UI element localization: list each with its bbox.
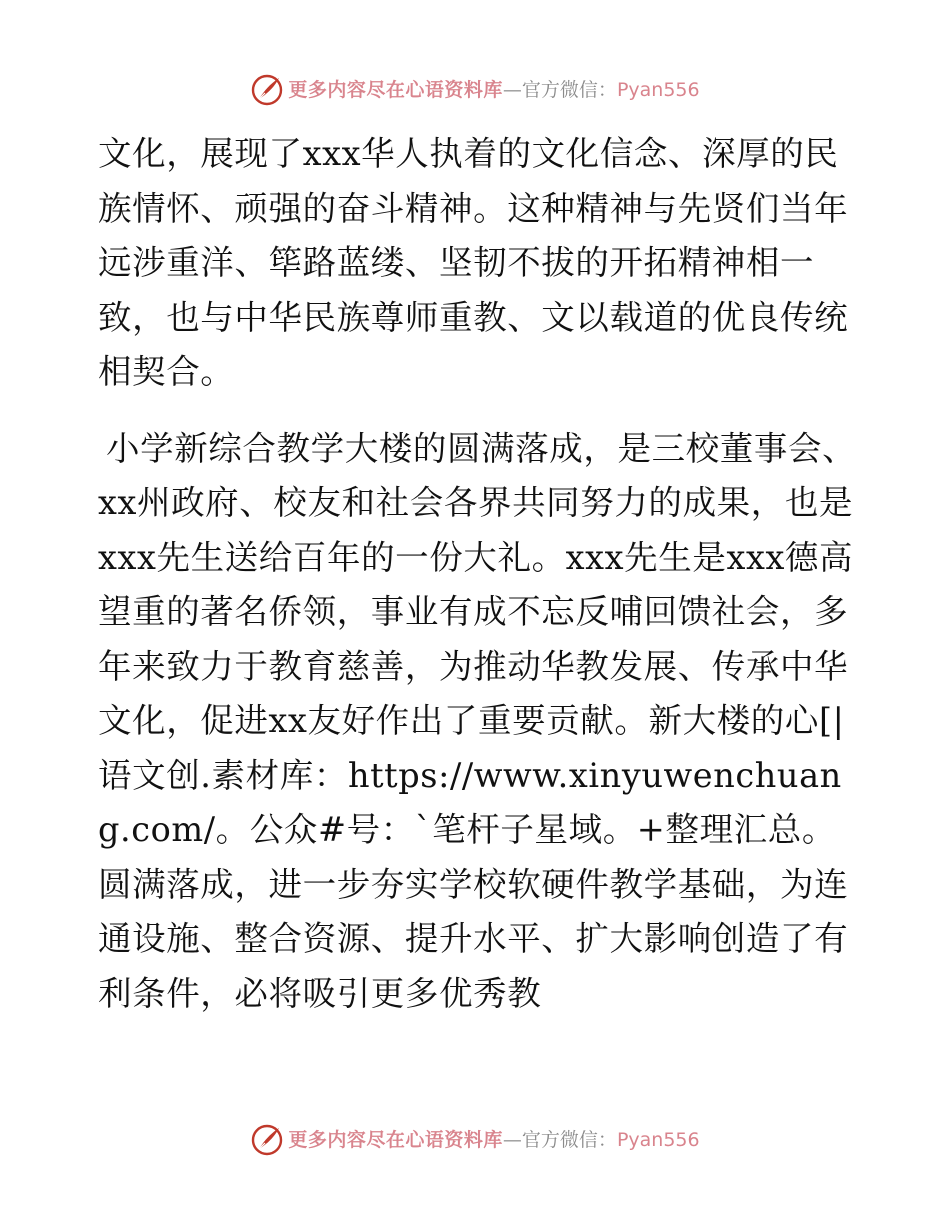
header-watermark <box>0 72 950 108</box>
paragraph-1: 文化，展现了xxx华人执着的文化信念、深厚的民族情怀、顽强的奋斗精神。这种精神与先贤们当年远涉重洋、筚路蓝缕、坚韧不拔的开拓精神相一致，也与中华民族尊师重教、文以载道的优良传统相契合。 <box>98 134 849 391</box>
footer-site-name: 更多内容尽在心语资料库 <box>288 1129 503 1151</box>
header-wechat-id: Pyan556 <box>616 79 700 101</box>
quill-pen-logo-icon <box>250 73 284 107</box>
footer-wechat-label: 官方微信： <box>521 1129 617 1151</box>
document-body <box>98 127 858 1021</box>
header-wechat-label: 官方微信： <box>521 79 617 101</box>
paragraph-2: 小学新综合教学大楼的圆满落成，是三校董事会、xx州政府、校友和社会各界共同努力的成果，也是xxx先生送给百年的一份大礼。xxx先生是xxx德高望重的著名侨领，事业有成不忘反哺回馈社会，多年来致力于教育慈善，为推动华教发展、传承中华文化，促进xx友好作出了重要贡献。新大楼的心[|语文创.素材库：https://www.xinyuwenchuang.com/。公众#号：`笔杆子星域。+整理汇总。圆满落成，进一步夯实学校软硬件教学基础，为连通设施、整合资源、提升水平、扩大影响创造了有利条件，必将吸引更多优秀教 <box>98 428 857 1013</box>
quill-pen-logo-icon <box>250 1123 284 1157</box>
footer-wechat-id: Pyan556 <box>616 1129 700 1151</box>
footer-watermark <box>0 1122 950 1158</box>
footer-dash: — <box>502 1129 522 1151</box>
header-site-name: 更多内容尽在心语资料库 <box>288 79 503 101</box>
header-dash: — <box>502 79 522 101</box>
